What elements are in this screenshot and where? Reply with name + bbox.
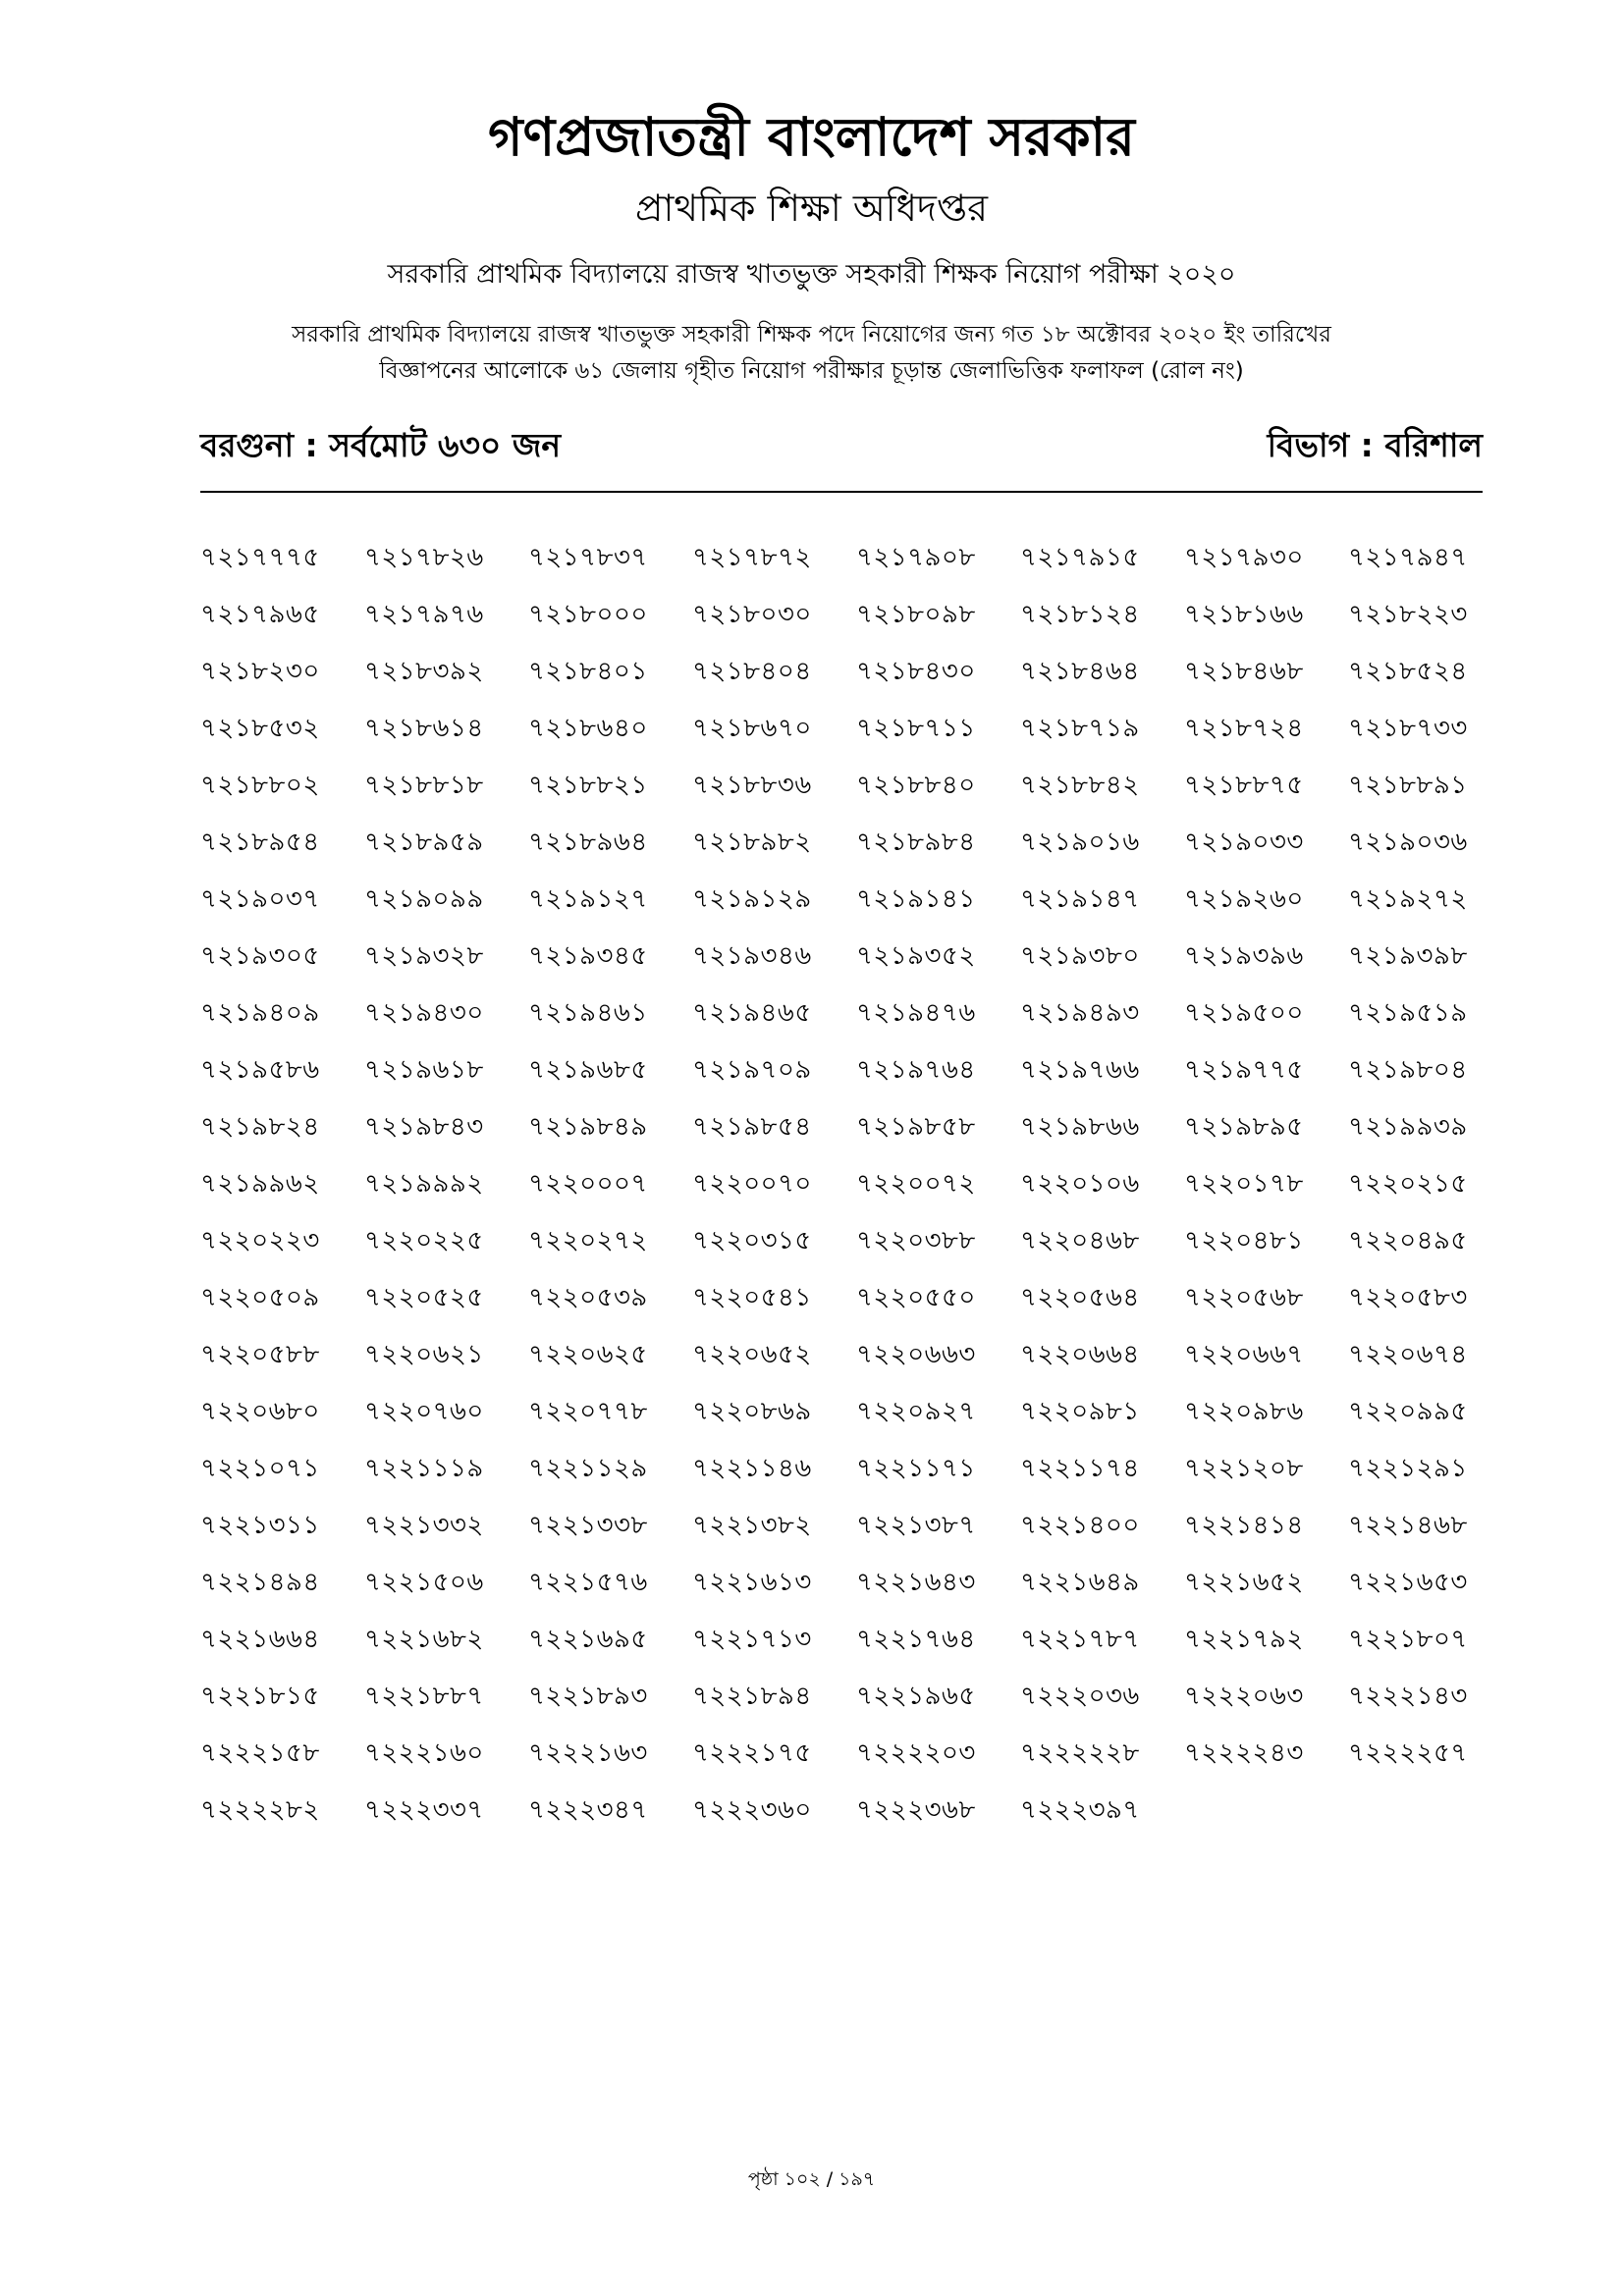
roll-number: ৭২১৯৮৪৩ [364, 1112, 484, 1142]
roll-number: ৭২১৯৭৭৫ [1184, 1055, 1304, 1085]
roll-number: ৭২১৮৫৩২ [200, 714, 320, 743]
roll-number: ৭২১৯০৯৯ [364, 884, 484, 914]
roll-number: ৭২২০৩৮৮ [856, 1226, 976, 1255]
roll-number: ৭২২১১৭৪ [1020, 1454, 1140, 1483]
roll-number: ৭২১৭৯৬৫ [200, 600, 320, 629]
exam-title: সরকারি প্রাথমিক বিদ্যালয়ে রাজস্ব খাতভুক্ত সহকারী শিক্ষক নিয়োগ পরীক্ষা ২০২০ [387, 259, 1236, 290]
roll-number: ৭২১৮৪০১ [528, 657, 648, 686]
roll-number: ৭২১৮৮০২ [200, 771, 320, 800]
roll-number: ৭২২০৫৬৮ [1184, 1283, 1304, 1312]
roll-number: ৭২১৯৮৯৫ [1184, 1112, 1304, 1142]
roll-number: ৭২১৯২৭২ [1348, 884, 1468, 914]
roll-number: ৭২২১১৪৬ [692, 1454, 812, 1483]
page-number: পৃষ্ঠা ১০২ / ১৯৭ [747, 2168, 876, 2190]
roll-number: ৭২১৯৪৬১ [528, 998, 648, 1028]
roll-number: ৭২১৯৮২৪ [200, 1112, 320, 1142]
roll-number: ৭২২১৬৮২ [364, 1625, 484, 1654]
roll-number: ৭২১৯৩২৮ [364, 941, 484, 971]
roll-number: ৭২১৮৯৮২ [692, 828, 812, 857]
roll-number: ৭২১৯৮০৪ [1348, 1055, 1468, 1085]
roll-number: ৭২২২৩৬০ [692, 1795, 812, 1825]
roll-number: ৭২১৮৭২৪ [1184, 714, 1304, 743]
roll-number: ৭২২০৪৬৮ [1020, 1226, 1140, 1255]
roll-number: ৭২২১২০৮ [1184, 1454, 1304, 1483]
roll-number: ৭২২১৮৯৪ [692, 1682, 812, 1711]
roll-number: ৭২১৯৬১৮ [364, 1055, 484, 1085]
roll-number: ৭২১৯৪৭৬ [856, 998, 976, 1028]
roll-number: ৭২২১৬৬৪ [200, 1625, 320, 1654]
roll-number: ৭২২০০৭০ [692, 1169, 812, 1199]
roll-number: ৭২২০৯৮৬ [1184, 1397, 1304, 1426]
roll-number: ৭২২০৬৮০ [200, 1397, 320, 1426]
roll-number: ৭২১৮৪৬৪ [1020, 657, 1140, 686]
roll-number: ৭২১৮৮২১ [528, 771, 648, 800]
roll-number: ৭২১৮৮৪২ [1020, 771, 1140, 800]
roll-number: ৭২২২৩৪৭ [528, 1795, 648, 1825]
roll-number: ৭২১৯৮৪৯ [528, 1112, 648, 1142]
roll-number: ৭২১৭৯১৫ [1020, 543, 1140, 572]
roll-number: ৭২১৮৪৩০ [856, 657, 976, 686]
roll-number: ৭২২১৭৯২ [1184, 1625, 1304, 1654]
roll-number: ৭২২১৬৫৩ [1348, 1568, 1468, 1597]
roll-number: ৭২২০৮৬৯ [692, 1397, 812, 1426]
description-line-1: সরকারি প্রাথমিক বিদ্যালয়ে রাজস্ব খাতভুক্ত সহকারী শিক্ষক পদে নিয়োগের জন্য গত ১৮ অক্টোবর ২০২০ ইং তারিখের [292, 322, 1331, 347]
roll-number: ৭২১৯৯৯২ [364, 1169, 484, 1199]
roll-number: ৭২২২১৭৫ [692, 1738, 812, 1768]
roll-number: ৭২১৮৮৩৬ [692, 771, 812, 800]
roll-number: ৭২১৯৭০৯ [692, 1055, 812, 1085]
roll-number: ৭২২১৪৬৮ [1348, 1511, 1468, 1540]
roll-number: ৭২১৯৯৩৯ [1348, 1112, 1468, 1142]
roll-number: ৭২২০৫০৯ [200, 1283, 320, 1312]
roll-number: ৭২২০৫৮৮ [200, 1340, 320, 1369]
roll-number: ৭২১৯০৩৭ [200, 884, 320, 914]
roll-number: ৭২২০৬৬৭ [1184, 1340, 1304, 1369]
roll-number: ৭২১৮৬১৪ [364, 714, 484, 743]
roll-number: ৭২২১১১৯ [364, 1454, 484, 1483]
roll-number: ৭২১৮৭১৯ [1020, 714, 1140, 743]
roll-number: ৭২২১৫৭৬ [528, 1568, 648, 1597]
roll-number: ৭২১৮৯৫৯ [364, 828, 484, 857]
roll-number: ৭২২০১৭৮ [1184, 1169, 1304, 1199]
roll-number: ৭২২২০৬৩ [1184, 1682, 1304, 1711]
roll-number: ৭২১৯৫০০ [1184, 998, 1304, 1028]
description-line-2: বিজ্ঞাপনের আলোকে ৬১ জেলায় গৃহীত নিয়োগ পরীক্ষার চূড়ান্ত জেলাভিত্তিক ফলাফল (রোল নং) [379, 358, 1244, 384]
roll-number: ৭২২২২০৩ [856, 1738, 976, 1768]
roll-number: ৭২২২১৫৮ [200, 1738, 320, 1768]
roll-number: ৭২১৮০৩০ [692, 600, 812, 629]
roll-number: ৭২১৯৩০৫ [200, 941, 320, 971]
roll-number: ৭২১৯৫১৯ [1348, 998, 1468, 1028]
roll-number: ৭২২০৫৬৪ [1020, 1283, 1140, 1312]
roll-number: ৭২১৯০৩৩ [1184, 828, 1304, 857]
roll-number: ৭২২২২৮২ [200, 1795, 320, 1825]
roll-number: ৭২২২৩৯৭ [1020, 1795, 1140, 1825]
roll-number: ৭২১৮৫২৪ [1348, 657, 1468, 686]
roll-number: ৭২২১৩৮৭ [856, 1511, 976, 1540]
roll-number: ৭২২০৬৬৪ [1020, 1340, 1140, 1369]
district-header [200, 418, 1483, 477]
roll-number: ৭২১৯১২৭ [528, 884, 648, 914]
roll-number: ৭২২০৪৮১ [1184, 1226, 1304, 1255]
roll-number: ৭২২১৬৪৩ [856, 1568, 976, 1597]
roll-number: ৭২২১১৭১ [856, 1454, 976, 1483]
roll-number: ৭২২১০৭১ [200, 1454, 320, 1483]
department-name: প্রাথমিক শিক্ষা অধিদপ্তর [634, 187, 989, 230]
roll-number: ৭২১৯১৪১ [856, 884, 976, 914]
roll-number: ৭২২১৩৮২ [692, 1511, 812, 1540]
roll-number: ৭২২০০৭২ [856, 1169, 976, 1199]
roll-number: ৭২২০৫৮৩ [1348, 1283, 1468, 1312]
roll-number: ৭২১৮২২৩ [1348, 600, 1468, 629]
roll-number: ৭২১৯৯৬২ [200, 1169, 320, 1199]
roll-number: ৭২২০২২৫ [364, 1226, 484, 1255]
roll-number: ৭২১৯৫৮৬ [200, 1055, 320, 1085]
roll-number: ৭২২০২৭২ [528, 1226, 648, 1255]
roll-number: ৭২২০৯২৭ [856, 1397, 976, 1426]
division-label: বিভাগ : বরিশাল [1267, 426, 1483, 464]
roll-number: ৭২১৮৯৬৪ [528, 828, 648, 857]
roll-number: ৭২২২২৫৭ [1348, 1738, 1468, 1768]
roll-number: ৭২১৮৮৭৫ [1184, 771, 1304, 800]
roll-number: ৭২১৮৪৬৮ [1184, 657, 1304, 686]
roll-number: ৭২২০৭৭৮ [528, 1397, 648, 1426]
roll-number: ৭২১৯৩৯৮ [1348, 941, 1468, 971]
roll-number: ৭২১৯০৩৬ [1348, 828, 1468, 857]
roll-number: ৭২১৯৭৬৬ [1020, 1055, 1140, 1085]
roll-number: ৭২২২২৪৩ [1184, 1738, 1304, 1768]
roll-number: ৭২২১৬৫২ [1184, 1568, 1304, 1597]
page-title: গণপ্রজাতন্ত্রী বাংলাদেশ সরকার [488, 106, 1135, 168]
roll-number: ৭২১৯৩৪৫ [528, 941, 648, 971]
roll-number: ৭২২১৭৮৭ [1020, 1625, 1140, 1654]
roll-number: ৭২১৯০১৬ [1020, 828, 1140, 857]
roll-number: ৭২২০৬৬৩ [856, 1340, 976, 1369]
roll-number: ৭২১৭৭৭৫ [200, 543, 320, 572]
roll-number: ৭২১৯২৬০ [1184, 884, 1304, 914]
roll-number: ৭২২১৪৯৪ [200, 1568, 320, 1597]
roll-number: ৭২১৮৭৩৩ [1348, 714, 1468, 743]
roll-number: ৭২২১৮৯৩ [528, 1682, 648, 1711]
roll-number: ৭২১৯৪৬৫ [692, 998, 812, 1028]
roll-number: ৭২১৯১২৯ [692, 884, 812, 914]
roll-number: ৭২১৯৮৬৬ [1020, 1112, 1140, 1142]
roll-number: ৭২২১২৯১ [1348, 1454, 1468, 1483]
roll-number: ৭২২১৩৩২ [364, 1511, 484, 1540]
roll-number: ৭২১৮২৩০ [200, 657, 320, 686]
roll-number: ৭২১৮৪০৪ [692, 657, 812, 686]
roll-number: ৭২১৭৮৭২ [692, 543, 812, 572]
roll-number: ৭২১৮৮৯১ [1348, 771, 1468, 800]
roll-number: ৭২১৮১৬৬ [1184, 600, 1304, 629]
result-description [157, 317, 1466, 390]
roll-number: ৭২২০৫৩৯ [528, 1283, 648, 1312]
roll-number: ৭২১৭৯৪৭ [1348, 543, 1468, 572]
roll-number: ৭২১৭৯৩০ [1184, 543, 1304, 572]
roll-number: ৭২২০৬৫২ [692, 1340, 812, 1369]
roll-number: ৭২১৭৯৭৬ [364, 600, 484, 629]
roll-number-grid [200, 530, 1512, 1840]
roll-number: ৭২২১৫০৬ [364, 1568, 484, 1597]
roll-number: ৭২২১৪১৪ [1184, 1511, 1304, 1540]
roll-number: ৭২২০৩১৫ [692, 1226, 812, 1255]
roll-number: ৭২১৮১২৪ [1020, 600, 1140, 629]
roll-number: ৭২১৮৮৪০ [856, 771, 976, 800]
roll-number: ৭২১৮৭১১ [856, 714, 976, 743]
roll-number: ৭২১৮৯৮৪ [856, 828, 976, 857]
roll-number: ৭২২২১৪৩ [1348, 1682, 1468, 1711]
roll-number: ৭২১৮৩৯২ [364, 657, 484, 686]
roll-number: ৭২২০১০৬ [1020, 1169, 1140, 1199]
roll-number: ৭২১৯৩৯৬ [1184, 941, 1304, 971]
roll-number: ৭২২২০৩৬ [1020, 1682, 1140, 1711]
roll-number: ৭২১৯৩৮০ [1020, 941, 1140, 971]
roll-number: ৭২২০৯৯৫ [1348, 1397, 1468, 1426]
roll-number: ৭২২১৭১৩ [692, 1625, 812, 1654]
roll-number: ৭২২০২২৩ [200, 1226, 320, 1255]
roll-number: ৭২১৮৬৪০ [528, 714, 648, 743]
roll-number: ৭২১৯৪০৯ [200, 998, 320, 1028]
roll-number: ৭২২১৮১৫ [200, 1682, 320, 1711]
roll-number: ৭২১৯৮৫৮ [856, 1112, 976, 1142]
roll-number: ৭২২১৩৩৮ [528, 1511, 648, 1540]
roll-number: ৭২১৮৯৫৪ [200, 828, 320, 857]
roll-number: ৭২২২২২৮ [1020, 1738, 1140, 1768]
roll-number: ৭২২০৭৬০ [364, 1397, 484, 1426]
roll-number: ৭২২১৪০০ [1020, 1511, 1140, 1540]
roll-number: ৭২২০৫৪১ [692, 1283, 812, 1312]
roll-number: ৭২১৯৬৮৫ [528, 1055, 648, 1085]
roll-number: ৭২২২৩৬৮ [856, 1795, 976, 1825]
roll-number: ৭২২০৪৯৫ [1348, 1226, 1468, 1255]
roll-number: ৭২২১৮৮৭ [364, 1682, 484, 1711]
district-total-label: বরগুনা : সর্বমোট ৬৩০ জন [200, 426, 562, 464]
roll-number: ৭২১৭৯০৮ [856, 543, 976, 572]
header-divider [200, 491, 1483, 493]
roll-number: ৭২১৭৮৩৭ [528, 543, 648, 572]
roll-number: ৭২২০৬২১ [364, 1340, 484, 1369]
roll-number: ৭২২১৯৬৫ [856, 1682, 976, 1711]
roll-number: ৭২২১৬৯৫ [528, 1625, 648, 1654]
roll-number: ৭২১৮০৯৮ [856, 600, 976, 629]
roll-number: ৭২২১৮০৭ [1348, 1625, 1468, 1654]
roll-number: ৭২১৯৩৫২ [856, 941, 976, 971]
roll-number: ৭২২১৩১১ [200, 1511, 320, 1540]
roll-number: ৭২১৮০০০ [528, 600, 648, 629]
roll-number: ৭২২০৫২৫ [364, 1283, 484, 1312]
roll-number: ৭২২০৬২৫ [528, 1340, 648, 1369]
roll-number: ৭২১৮৬৭০ [692, 714, 812, 743]
roll-number: ৭২১৭৮২৬ [364, 543, 484, 572]
roll-number: ৭২১৯৪৯৩ [1020, 998, 1140, 1028]
roll-number: ৭২২১৬৪৯ [1020, 1568, 1140, 1597]
roll-number: ৭২২০৫৫০ [856, 1283, 976, 1312]
roll-number: ৭২১৮৮১৮ [364, 771, 484, 800]
roll-number: ৭২২১৭৬৪ [856, 1625, 976, 1654]
roll-number: ৭২২০৬৭৪ [1348, 1340, 1468, 1369]
roll-number: ৭২২১৬১৩ [692, 1568, 812, 1597]
roll-number: ৭২২০০০৭ [528, 1169, 648, 1199]
roll-number: ৭২১৯৭৬৪ [856, 1055, 976, 1085]
roll-number: ৭২২২১৬০ [364, 1738, 484, 1768]
roll-number: ৭২২০২১৫ [1348, 1169, 1468, 1199]
roll-number: ৭২২২৩৩৭ [364, 1795, 484, 1825]
roll-number: ৭২১৯১৪৭ [1020, 884, 1140, 914]
roll-number: ৭২১৯৪৩০ [364, 998, 484, 1028]
roll-number: ৭২২০৯৮১ [1020, 1397, 1140, 1426]
roll-number: ৭২২২১৬৩ [528, 1738, 648, 1768]
roll-number: ৭২১৯৩৪৬ [692, 941, 812, 971]
roll-number: ৭২১৯৮৫৪ [692, 1112, 812, 1142]
roll-number: ৭২২১১২৯ [528, 1454, 648, 1483]
